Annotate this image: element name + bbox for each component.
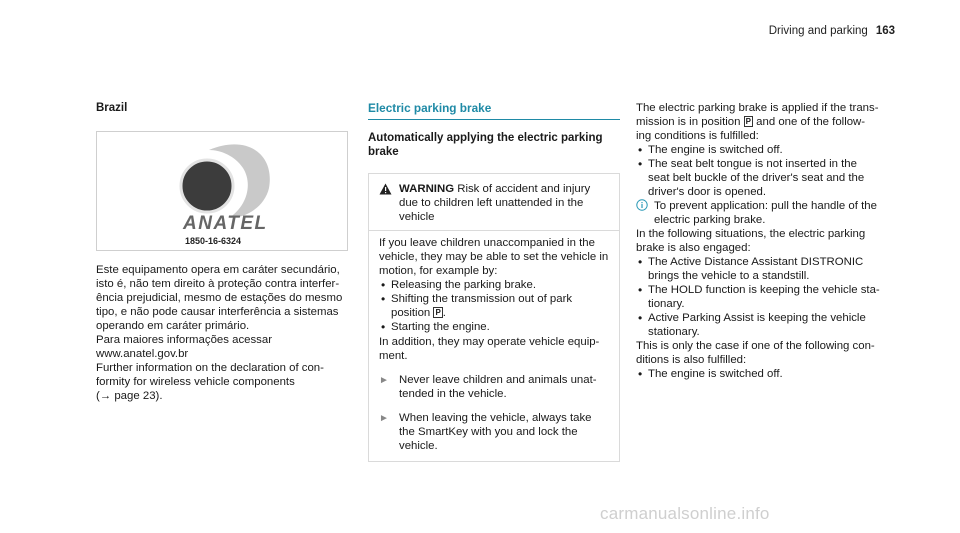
list-item: • The engine is switched off. bbox=[636, 367, 898, 381]
anatel-logo-icon bbox=[97, 132, 347, 250]
warning-addition: In addition, they may operate vehicle equip- ment. bbox=[379, 336, 600, 362]
arrow-right-icon: ► bbox=[379, 375, 389, 386]
svg-text:ANATEL: ANATEL bbox=[183, 213, 268, 234]
list-item: • The HOLD function is keeping the vehicle sta- tionary. bbox=[636, 283, 898, 311]
situations-list bbox=[636, 255, 898, 339]
list-item: • The Active Distance Assistant DISTRONIC brings the vehicle to a standstill. bbox=[636, 255, 898, 283]
conformity-paragraph: Further information on the declaration of con- formity for wireless vehicle components (→ page 23). bbox=[96, 362, 324, 402]
warning-body bbox=[369, 231, 619, 461]
column-brazil bbox=[96, 101, 348, 403]
additional-conditions-paragraph: This is only the case if one of the following con- ditions is also fulfilled: bbox=[636, 340, 875, 366]
warning-label: WARNING bbox=[399, 183, 455, 195]
list-item: • The engine is switched off. bbox=[636, 143, 898, 157]
additional-conditions-list bbox=[636, 367, 898, 381]
warning-box bbox=[368, 173, 620, 462]
warning-text: WARNING Risk of accident and injury due to children left unattended in the vehicle bbox=[399, 183, 591, 223]
warning-triangle-icon bbox=[379, 182, 399, 224]
brazil-heading: Brazil bbox=[96, 102, 128, 114]
anatel-logo-box bbox=[96, 131, 348, 251]
subsection-title: Automatically applying the electric parking brake bbox=[368, 132, 603, 158]
anatel-url[interactable]: www.anatel.gov.br bbox=[96, 348, 189, 360]
info-icon bbox=[636, 199, 654, 227]
column-parking-brake bbox=[368, 101, 620, 462]
warning-tip: ► When leaving the vehicle, always take the SmartKey with you and lock the vehicle. bbox=[379, 412, 592, 452]
anatel-paragraph: Este equipamento opera em caráter secundário, isto é, não tem direito à proteção contra interfer- ência prejudicial, mesmo de estações do mesmo tipo, e não pode causar interferência a sistemas operando em caráter primário. bbox=[96, 264, 343, 332]
warning-intro: If you leave children unaccompanied in the vehicle, they may be able to set the vehicle in motion, for example by: bbox=[379, 237, 609, 277]
list-item: • Starting the engine. bbox=[379, 320, 609, 334]
park-position-icon: P bbox=[745, 117, 751, 126]
list-item: • Releasing the parking brake. bbox=[379, 278, 609, 292]
section-title: Electric parking brake bbox=[368, 101, 620, 120]
page-reference-link[interactable]: (→ page 23). bbox=[96, 390, 163, 402]
page-header bbox=[769, 24, 895, 38]
svg-text:1850-16-6324: 1850-16-6324 bbox=[185, 236, 242, 246]
conditions-intro: The electric parking brake is applied if the trans- mission is in position P and one of the follow- ing conditions is fulfilled: bbox=[636, 102, 879, 142]
conditions-list bbox=[636, 143, 898, 199]
list-item: • The seat belt tongue is not inserted in the seat belt buckle of the driver's seat and the driver's door is opened. bbox=[636, 157, 898, 199]
situations-paragraph: In the following situations, the electric parking brake is also engaged: bbox=[636, 228, 866, 254]
park-position-icon: P bbox=[435, 308, 441, 317]
warning-header bbox=[369, 174, 619, 231]
page-number: 163 bbox=[875, 25, 895, 37]
watermark: carmanualsonline.info bbox=[600, 504, 770, 523]
list-item: • Active Parking Assist is keeping the vehicle stationary. bbox=[636, 311, 898, 339]
list-item: • Shifting the transmission out of park position P . bbox=[379, 292, 609, 320]
info-note: To prevent application: pull the handle of the electric parking brake. bbox=[636, 199, 898, 227]
anatel-info-paragraph: Para maiores informações acessar www.anatel.gov.br bbox=[96, 334, 272, 360]
warning-list bbox=[379, 278, 609, 334]
warning-tip: ► Never leave children and animals unat- tended in the vehicle. bbox=[379, 374, 597, 400]
column-conditions bbox=[636, 101, 898, 381]
arrow-right-icon: ► bbox=[379, 413, 389, 424]
section-name: Driving and parking bbox=[768, 25, 868, 37]
